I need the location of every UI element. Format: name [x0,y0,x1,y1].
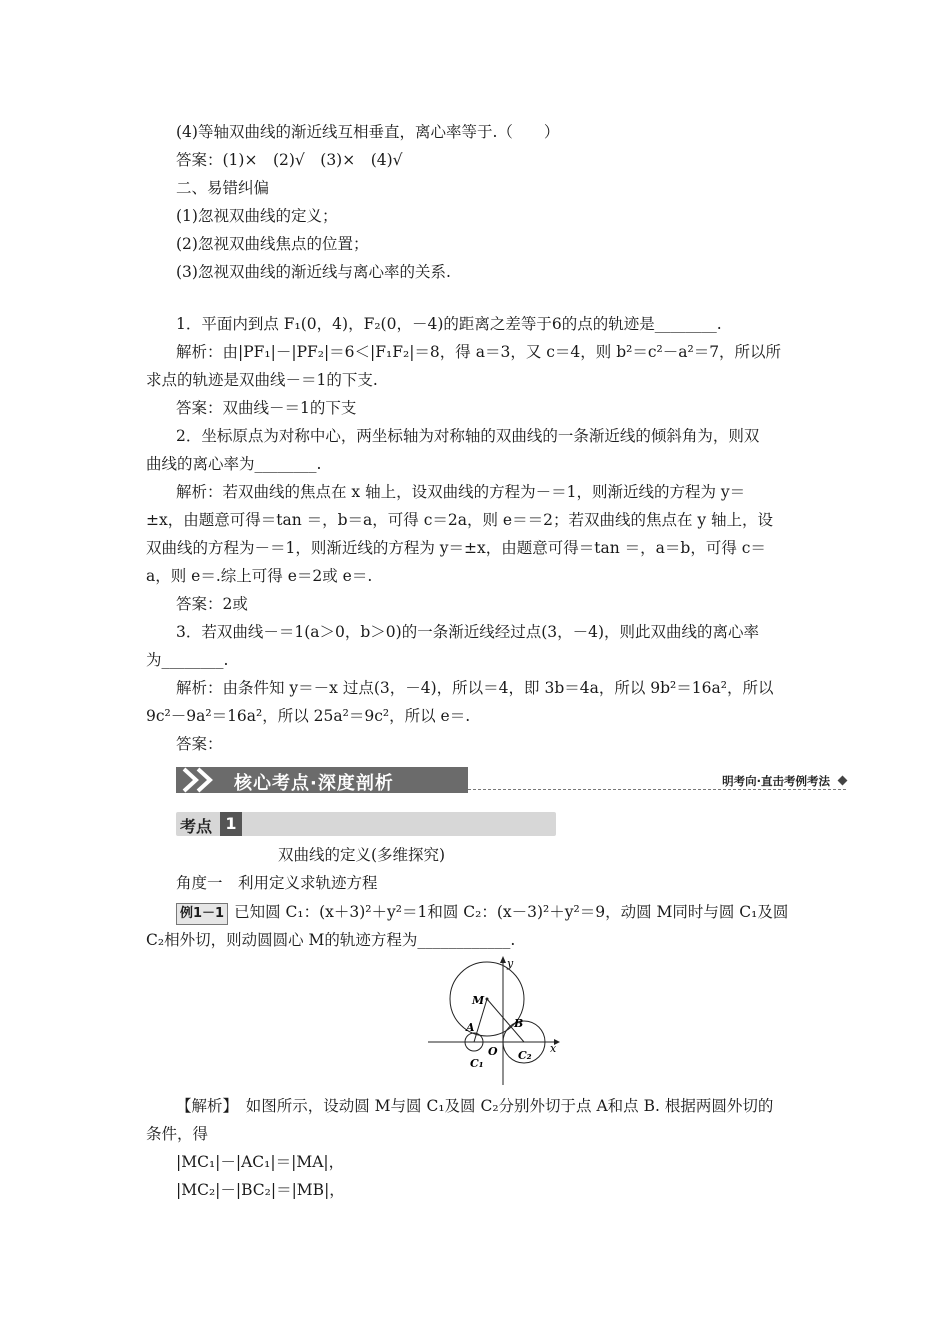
label-x: x [550,1042,557,1055]
banner-rule [468,789,846,790]
chevron-icon [180,767,226,793]
label-O: O [488,1045,498,1058]
label-C2: C₂ [518,1049,532,1062]
example-text: 已知圆 C₁：(x＋3)²＋y²＝1和圆 C₂：(x－3)²＋y²＝9，动圆 M同时与圆 C₁及圆 [234,903,789,921]
text-line: 9c²－9a²＝16a²，所以 25a²＝9c²，所以 e＝. [146,707,471,725]
text-line: 答案：(1)× (2)√ (3)× (4)√ [176,151,403,169]
solution-line: |MC₁|－|AC₁|＝|MA|， [176,1153,345,1171]
kaodian-number: 1 [220,812,242,836]
banner-subtitle: 明考向·直击考例考法 [722,774,830,788]
label-B: B [514,1017,524,1030]
example-line [176,902,788,925]
text-line: (2)忽视双曲线焦点的位置； [176,235,369,253]
example-line-2: C₂相外切，则动圆圆心 M的轨迹方程为____________. [146,931,516,949]
text-line: (4)等轴双曲线的渐近线互相垂直，离心率等于.（ ） [176,123,560,141]
circle-figure [424,955,560,1087]
text-line: (1)忽视双曲线的定义； [176,207,338,225]
text-line: 答案：2或 [176,595,248,613]
example-tag: 例1－1 [176,903,228,925]
diamond-icon [838,776,848,786]
label-y: y [507,957,514,970]
text-line: 曲线的离心率为________. [146,455,322,473]
text-line: 2．坐标原点为对称中心，两坐标轴为对称轴的双曲线的一条渐近线的倾斜角为，则双 [176,427,760,445]
text-line: a，则 e＝.综上可得 e＝2或 e＝. [146,567,373,585]
section-banner [176,763,850,797]
kaodian-label: 考点 [180,817,213,836]
section-title: 双曲线的定义(多维探究) [278,846,446,864]
solution-line: |MC₂|－|BC₂|＝|MB|， [176,1181,345,1199]
label-M: M [472,994,485,1007]
text-line: (3)忽视双曲线的渐近线与离心率的关系. [176,263,451,281]
text-line: 求点的轨迹是双曲线－＝1的下支. [146,371,378,389]
text-line: 解析：由条件知 y＝－x 过点(3，－4)，所以＝4，即 3b＝4a，所以 9b²＝16a²，所以 [176,679,774,697]
text-line: 3．若双曲线－＝1(a＞0，b＞0)的一条渐近线经过点(3，－4)，则此双曲线的离心率 [176,623,760,641]
solution-line: 条件，得 [146,1125,209,1143]
label-C1: C₁ [470,1057,484,1070]
kaodian-bar [176,812,556,836]
text-line: 双曲线的方程为－＝1，则渐近线的方程为 y＝±x，由题意可得＝tan ＝，a＝b，可得 c＝ [146,539,766,557]
text-line: 答案：双曲线－＝1的下支 [176,399,357,417]
label-A: A [466,1021,475,1034]
banner-title: 核心考点·深度剖析 [234,773,394,794]
solution-line: 【解析】 如图所示，设动圆 M与圆 C₁及圆 C₂分别外切于点 A和点 B. 根据两圆外切的 [176,1097,774,1115]
text-line: 答案： [176,735,223,753]
text-line: 解析：若双曲线的焦点在 x 轴上，设双曲线的方程为－＝1，则渐近线的方程为 y＝ [176,483,746,501]
text-line: 二、易错纠偏 [176,179,270,197]
text-line: 为________. [146,651,229,669]
text-line: 1．平面内到点 F₁(0，4)，F₂(0，－4)的距离之差等于6的点的轨迹是________. [176,315,722,333]
text-line: 解析：由|PF₁|－|PF₂|＝6＜|F₁F₂|＝8，得 a＝3，又 c＝4，则 b²＝c²－a²＝7，所以所 [176,343,782,361]
text-line: ±x，由题意可得＝tan ＝，b＝a，可得 c＝2a，则 e＝＝2；若双曲线的焦点在 y 轴上，设 [146,511,774,529]
figure-svg [424,955,560,1087]
angle-title: 角度一 利用定义求轨迹方程 [176,874,378,892]
